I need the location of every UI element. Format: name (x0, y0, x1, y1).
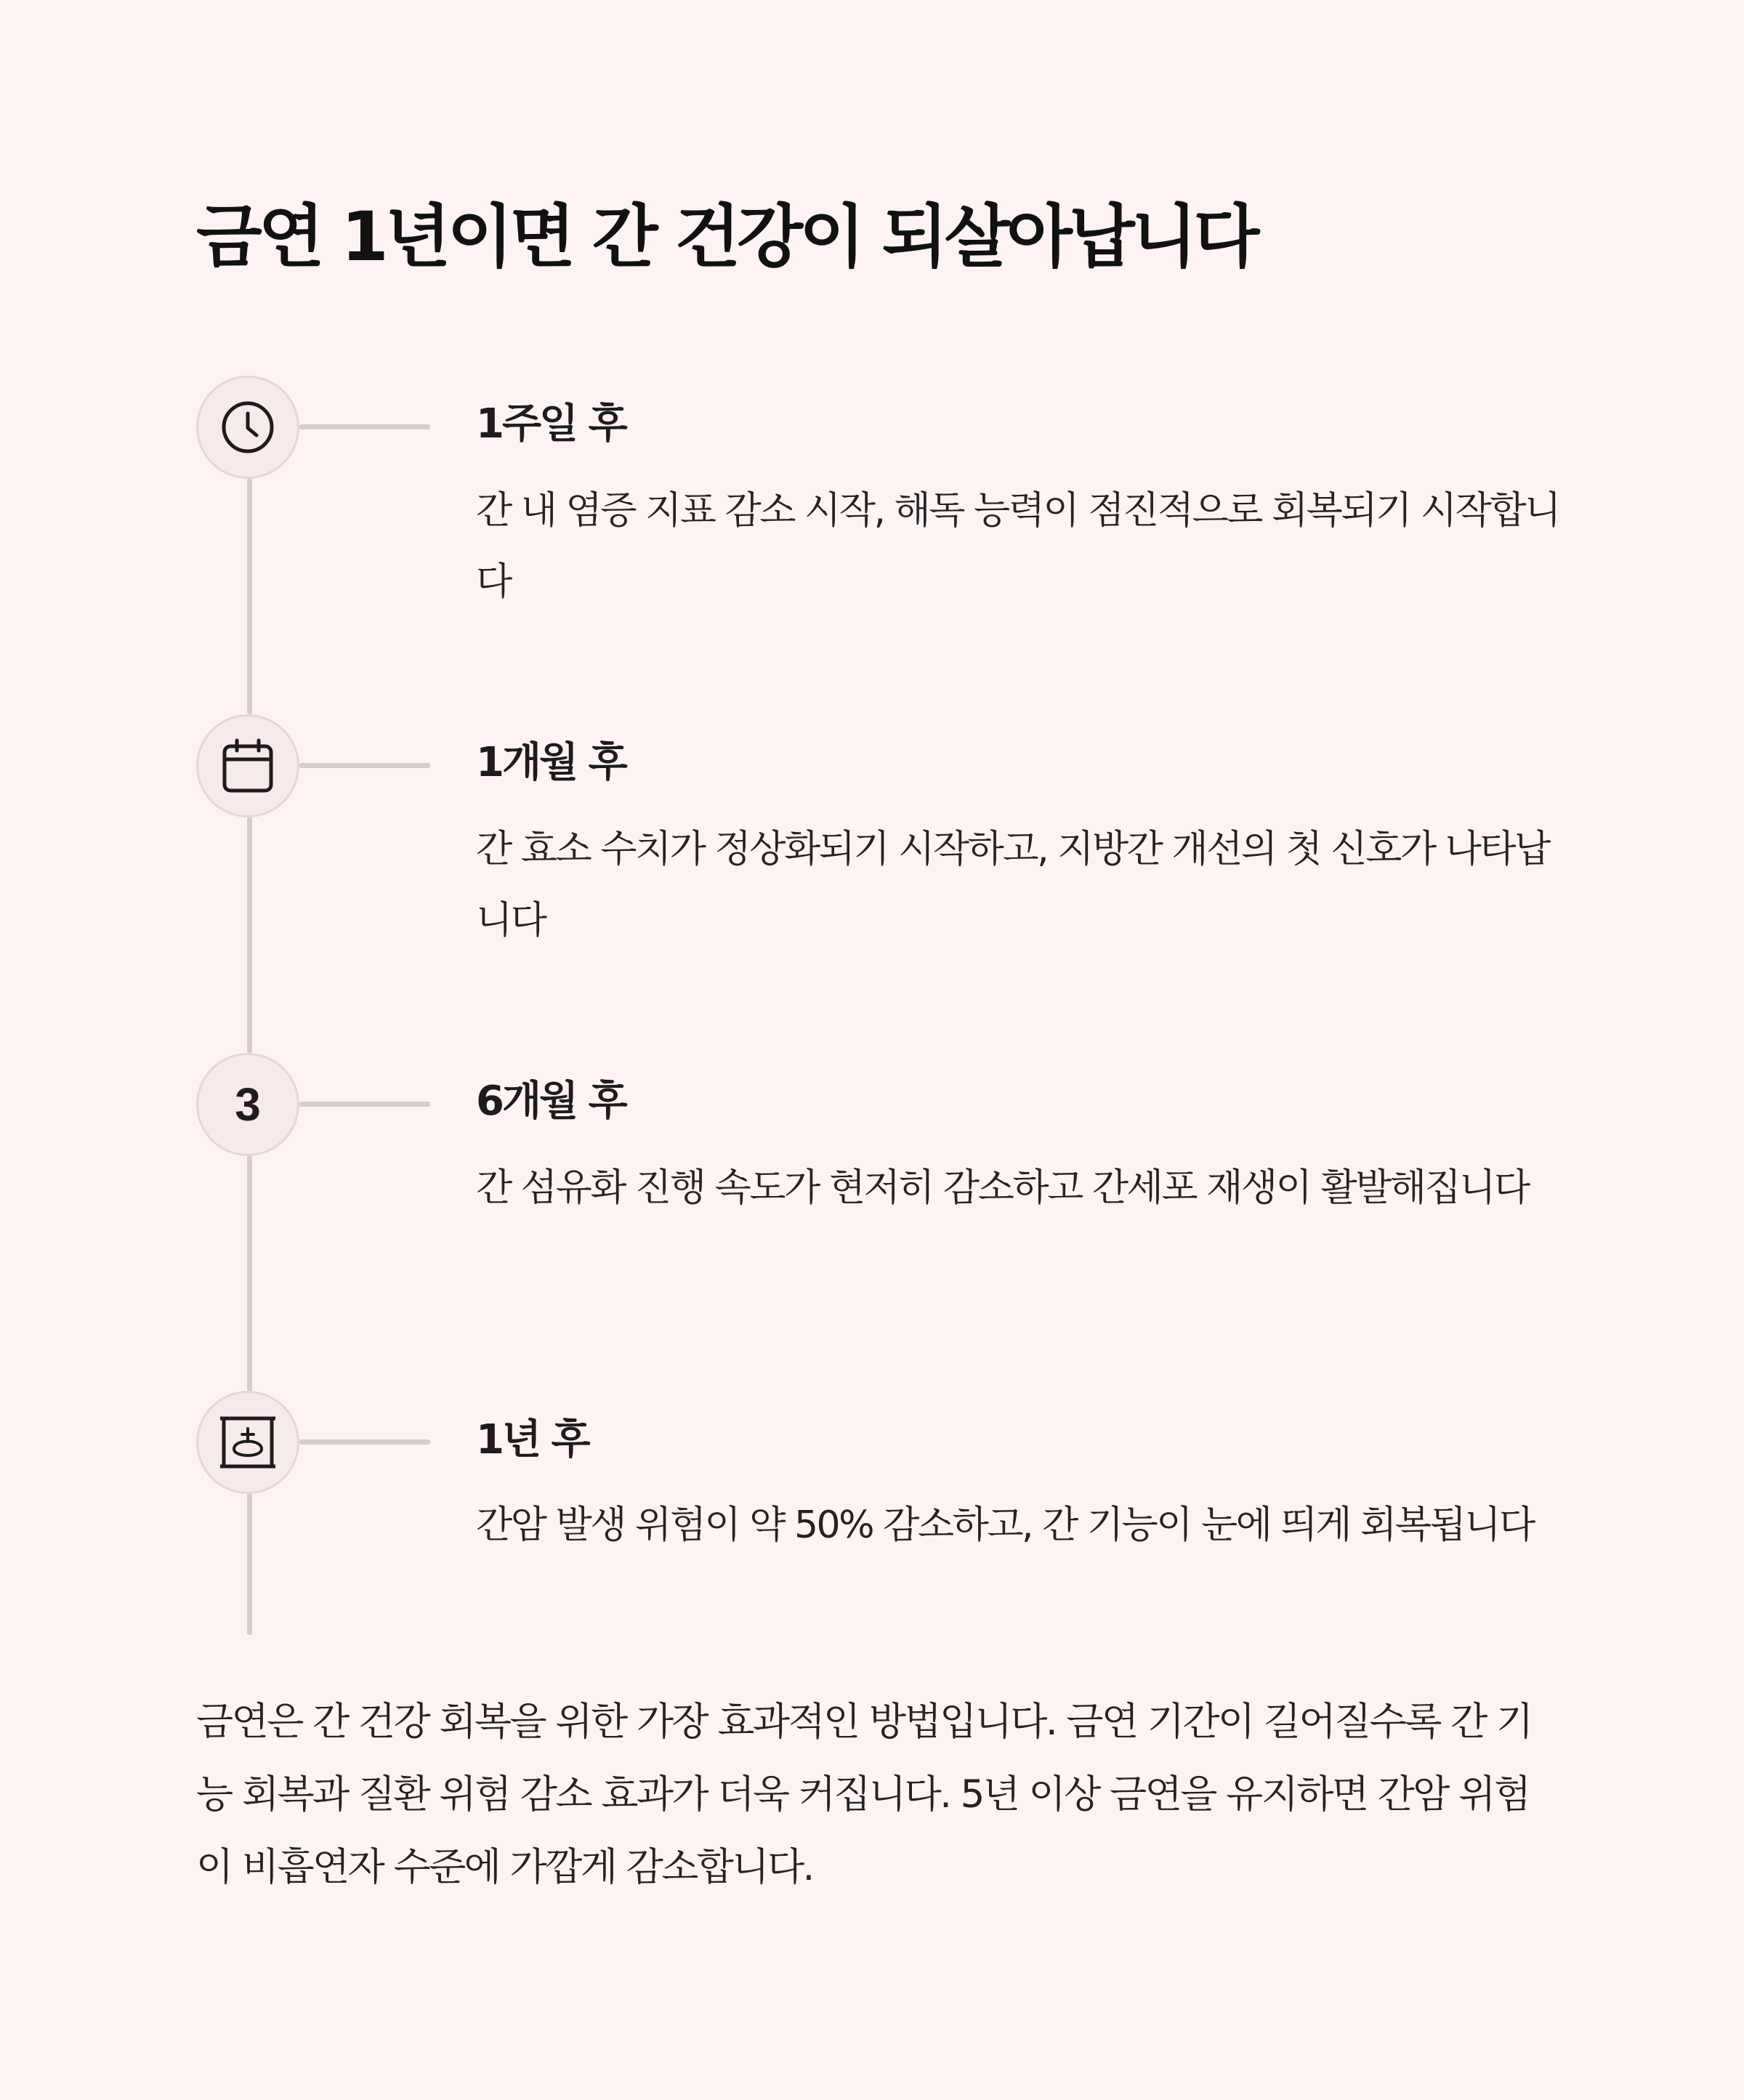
step-heading: 1년 후 (476, 1416, 589, 1463)
summary-paragraph: 금연은 간 건강 회복을 위한 가장 효과적인 방법입니다. 금연 기간이 길어질수록 간 기능 회복과 질환 위험 감소 효과가 더욱 커집니다. 5년 이상 금연을 유지하면 간암 위험이 비흡연자 수준에 가깝게 감소합니다. (196, 1700, 1532, 1889)
timeline-line (247, 478, 252, 714)
timeline-node-3 (196, 1053, 299, 1156)
timeline-connector (299, 1439, 430, 1445)
step-description: 간 섬유화 진행 속도가 현저히 감소하고 간세포 재생이 활발해집니다 (476, 1166, 1529, 1210)
timeline-connector (299, 424, 430, 429)
timeline-connector (299, 763, 430, 768)
calendar-icon (221, 738, 275, 794)
page-title: 금연 1년이면 간 건강이 되살아납니다 (196, 198, 1256, 277)
timeline-connector (299, 1102, 430, 1107)
step-number-badge: 3 (235, 1078, 261, 1131)
step-heading: 1개월 후 (476, 739, 626, 786)
timeline-line (247, 1155, 252, 1392)
clock-icon (219, 399, 276, 456)
step-heading: 6개월 후 (476, 1078, 626, 1125)
step-description: 간 내 염증 지표 감소 시작, 해독 능력이 점진적으로 회복되기 시작합니다 (476, 489, 1559, 604)
step-description: 간암 발생 위험이 약 50% 감소하고, 간 기능이 눈에 띄게 회복됩니다 (476, 1503, 1534, 1547)
cake-icon (218, 1413, 278, 1472)
timeline-node-4 (196, 1391, 299, 1494)
timeline-line (247, 817, 252, 1053)
timeline-line (247, 1493, 252, 1635)
step-description: 간 효소 수치가 정상화되기 시작하고, 지방간 개선의 첫 신호가 나타납니다 (476, 828, 1549, 942)
timeline-node-2 (196, 714, 299, 817)
timeline-node-1 (196, 376, 299, 479)
step-heading: 1주일 후 (476, 400, 626, 448)
